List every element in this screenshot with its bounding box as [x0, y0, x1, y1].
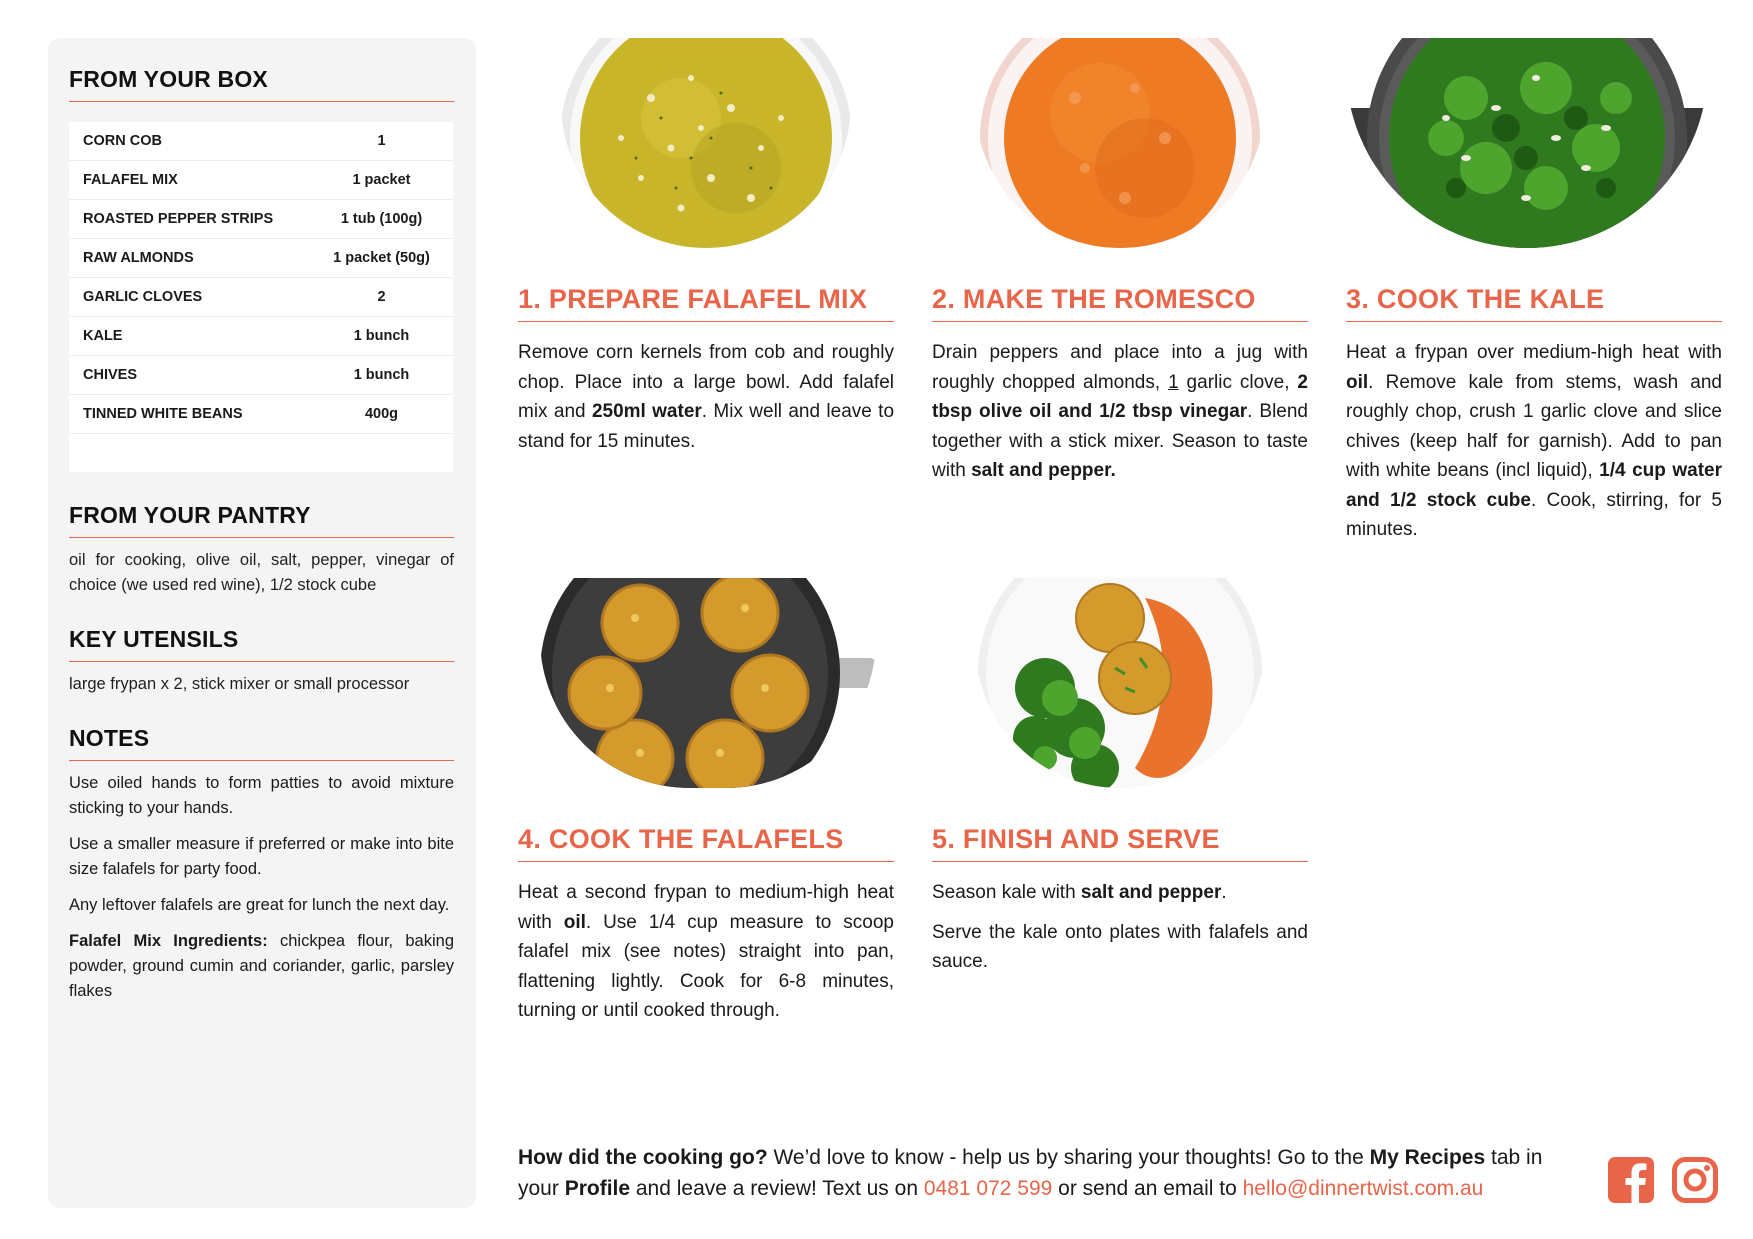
- note-item: Use oiled hands to form patties to avoid mixture sticking to your hands.: [69, 774, 454, 817]
- ingredient-qty: 1 tub (100g): [340, 211, 423, 227]
- ingredient-name: KALE: [83, 328, 123, 344]
- step-5-title: 5. FINISH AND SERVE: [932, 824, 1308, 862]
- ingredients-text: chickpea flour, baking powder, ground cumin and coriander, garlic, parsley flakes: [69, 932, 454, 1000]
- ingredient-row: [69, 278, 453, 317]
- utensils-text: large frypan x 2, stick mixer or small processor: [69, 675, 410, 693]
- ingredient-name: GARLIC CLOVES: [83, 289, 203, 305]
- step-1-title: 1. PREPARE FALAFEL MIX: [518, 284, 894, 322]
- step-4-title: 4. COOK THE FALAFELS: [518, 824, 894, 862]
- email-link[interactable]: hello@dinnertwist.com.au: [1242, 1177, 1484, 1200]
- step-4-photo: [540, 578, 876, 788]
- ingredients-table: [69, 122, 453, 472]
- ingredient-qty: 1 packet (50g): [333, 250, 430, 266]
- pantry-section: [69, 502, 454, 598]
- step-1-text: Remove corn kernels from cob and roughly chop. Place into a large bowl. Add falafel mix and 250ml water. Mix well and leave to stand for 15 minutes.: [518, 342, 895, 452]
- step-4-text: Heat a second frypan to medium-high heat with oil. Use 1/4 cup measure to scoop falafel mix (see notes) straight into pan, flattening lightly. Cook for 6-8 minutes, turning or until cooked through.: [518, 882, 894, 1021]
- from-your-pantry-heading: FROM YOUR PANTRY: [69, 502, 454, 538]
- ingredient-qty: 400g: [364, 406, 399, 422]
- note-item: Use a smaller measure if preferred or make into bite size falafels for party food.: [69, 835, 454, 878]
- instagram-icon[interactable]: [1672, 1157, 1718, 1203]
- ingredient-qty: 1: [377, 133, 386, 149]
- step-2-text: Drain peppers and place into a jug with roughly chopped almonds, 1 garlic clove, 2 tbsp olive oil and 1/2 tbsp vinegar. Blend together with a stick mixer. Season to taste with salt and pepper.: [932, 342, 1308, 481]
- step-3: [1346, 38, 1722, 545]
- ingredient-row: [69, 122, 453, 161]
- step-2: [932, 38, 1308, 486]
- ingredient-row: [69, 200, 453, 239]
- notes-section: [69, 725, 454, 1004]
- step-2-photo: [975, 38, 1265, 248]
- step-5: [932, 578, 1308, 977]
- utensils-section: [69, 626, 454, 697]
- ingredient-row: [69, 395, 453, 434]
- notes-heading: NOTES: [69, 725, 454, 761]
- ingredients-label: Falafel Mix Ingredients:: [69, 932, 268, 950]
- phone-link[interactable]: 0481 072 599: [923, 1177, 1053, 1200]
- step-4: [518, 578, 894, 1026]
- ingredient-qty: 1 bunch: [353, 328, 410, 344]
- ingredient-name: TINNED WHITE BEANS: [83, 406, 243, 422]
- facebook-icon[interactable]: [1608, 1157, 1654, 1203]
- step-3-photo: [1346, 38, 1708, 248]
- key-utensils-heading: KEY UTENSILS: [69, 626, 454, 662]
- step-1-photo: [561, 38, 851, 248]
- ingredient-name: ROASTED PEPPER STRIPS: [83, 211, 274, 227]
- step-1: [518, 38, 894, 456]
- ingredient-name: RAW ALMONDS: [83, 250, 194, 266]
- step-2-title: 2. MAKE THE ROMESCO: [932, 284, 1308, 322]
- ingredient-row: [69, 239, 453, 278]
- step-5-photo: [975, 578, 1265, 788]
- ingredient-qty: 1 bunch: [353, 367, 410, 383]
- ingredient-qty: 1 packet: [352, 172, 411, 188]
- from-your-box-heading: FROM YOUR BOX: [69, 66, 454, 102]
- sidebar: [48, 38, 476, 1208]
- ingredient-row: [69, 161, 453, 200]
- step-3-text: Heat a frypan over medium-high heat with oil. Remove kale from stems, wash and roughly chop, crush 1 garlic clove and slice chives (keep half for garnish). Add to pan with white beans (incl liquid), 1/4 cup water and 1/2 stock cube. Cook, stirring, for 5 minutes.: [1346, 342, 1722, 540]
- pantry-text: oil for cooking, olive oil, salt, pepper, vinegar of choice (we used red wine), 1/2 stock cube: [69, 551, 454, 594]
- falafel-mix-ingredients-note: [69, 929, 454, 1004]
- ingredient-row: [69, 317, 453, 356]
- review-footer: How did the cooking go? We’d love to know - help us by sharing your thoughts! Go to the My Recipes tab in your Profile and leave a review! Text us on 0481 072 599 or send an email to hello@dinnertwist.com.au: [518, 1146, 1543, 1200]
- ingredient-name: CHIVES: [83, 367, 137, 383]
- step-5-text: Season kale with salt and pepper. Serve the kale onto plates with falafels and sauce.: [932, 882, 1308, 972]
- ingredient-name: FALAFEL MIX: [83, 172, 178, 188]
- ingredient-name: CORN COB: [83, 133, 162, 149]
- step-3-title: 3. COOK THE KALE: [1346, 284, 1722, 322]
- ingredient-row: [69, 356, 453, 395]
- ingredient-qty: 2: [377, 289, 386, 305]
- note-item: Any leftover falafels are great for lunch the next day.: [69, 896, 450, 914]
